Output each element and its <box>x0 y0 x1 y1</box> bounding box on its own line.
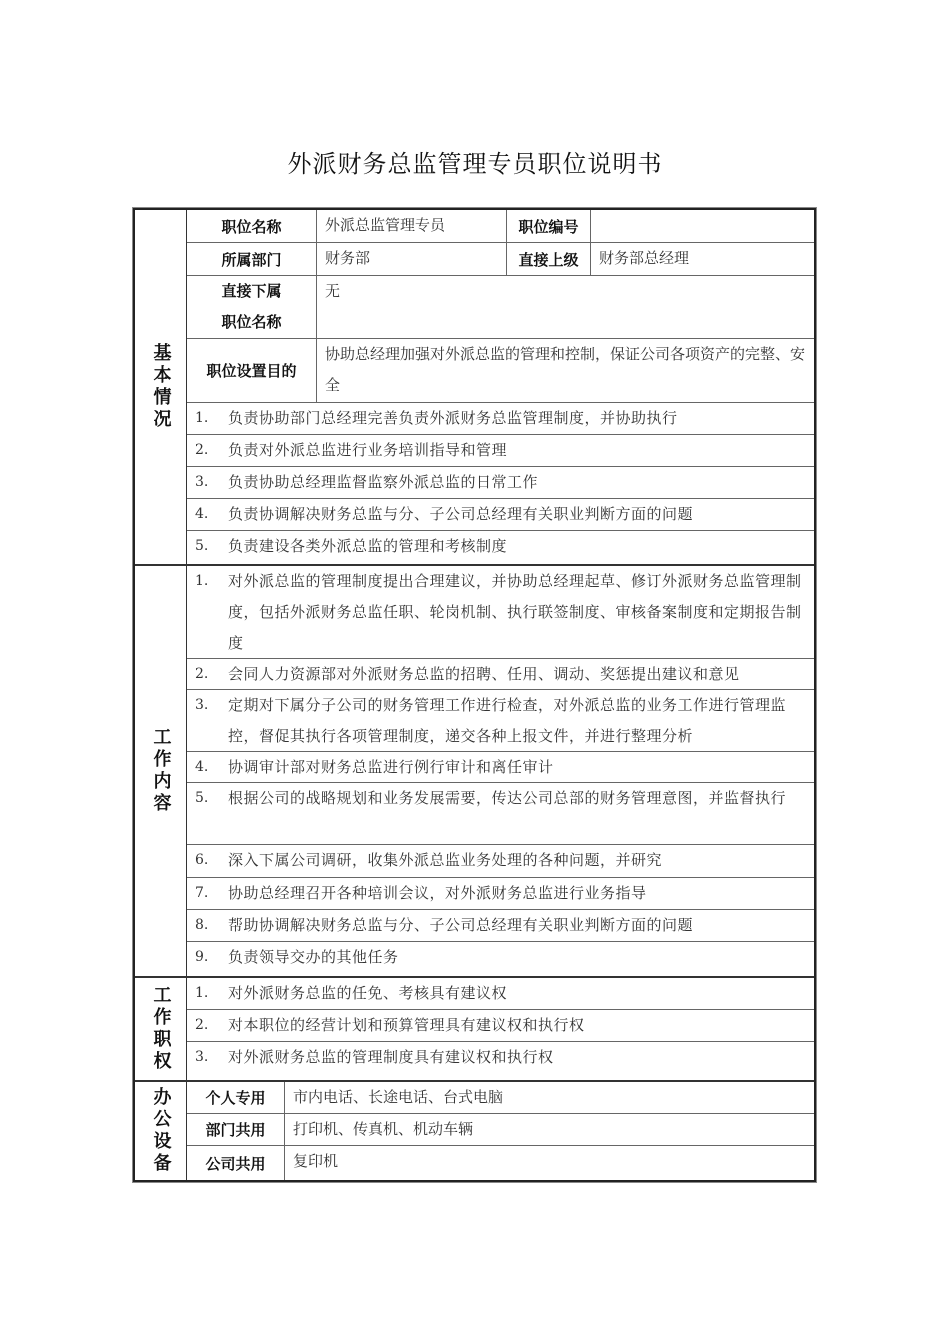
section-work-content <box>135 564 814 976</box>
section-label-authority: 工作职权 <box>135 978 187 1080</box>
row-subordinate <box>187 276 814 339</box>
list-item: 5. 负责建设各类外派总监的管理和考核制度 <box>195 537 508 555</box>
equipment-value: 复印机 <box>293 1152 339 1170</box>
row-department <box>187 243 814 276</box>
list-item: 4. 协调审计部对财务总监进行例行审计和离任审计 <box>187 752 814 783</box>
superior-value: 财务部总经理 <box>599 249 690 267</box>
subordinate-label: 直接下属 职位名称 <box>187 276 317 338</box>
list-item: 3. 负责协助总经理监督监察外派总监的日常工作 <box>187 467 814 499</box>
document-title: 外派财务总监管理专员职位说明书 <box>287 150 663 178</box>
superior-label: 直接上级 <box>507 243 591 275</box>
equipment-label: 部门共用 <box>187 1114 285 1145</box>
list-item: 7. 协助总经理召开各种培训会议，对外派财务总监进行业务指导 <box>187 878 814 910</box>
section-label-work: 工作内容 <box>135 566 187 976</box>
table-row <box>187 1146 814 1180</box>
section-label-basic: 基本情况 <box>135 210 187 564</box>
subordinate-value: 无 <box>325 282 341 300</box>
position-code-value <box>591 210 814 242</box>
list-item: 6. 深入下属公司调研，收集外派总监业务处理的各种问题，并研究 <box>187 845 814 878</box>
section-label-equipment: 办公设备 <box>135 1082 187 1180</box>
department-value: 财务部 <box>317 243 507 275</box>
equipment-value: 市内电话、长途电话、台式电脑 <box>293 1088 504 1106</box>
table-row <box>187 1082 814 1114</box>
equipment-label: 个人专用 <box>187 1082 285 1113</box>
row-purpose <box>187 339 814 403</box>
list-item: 8. 帮助协调解决财务总监与分、子公司总经理有关职业判断方面的问题 <box>187 910 814 942</box>
list-item: 3. 定期对下属分子公司的财务管理工作进行检查，对外派总监的业务工作进行管理监控，督促其执行各项管理制度，递交各种上报文件，并进行整理分析 <box>187 690 814 752</box>
department-label: 所属部门 <box>187 243 317 275</box>
position-name-label: 职位名称 <box>187 210 317 242</box>
equipment-label: 公司共用 <box>187 1146 285 1180</box>
purpose-label: 职位设置目的 <box>187 339 317 402</box>
row-position-name <box>187 210 814 243</box>
job-description-table <box>133 208 816 1182</box>
list-item: 5. 根据公司的战略规划和业务发展需要，传达公司总部的财务管理意图，并监督执行 <box>187 783 814 845</box>
equipment-value: 打印机、传真机、机动车辆 <box>293 1120 474 1138</box>
list-item: 2. 负责对外派总监进行业务培训指导和管理 <box>187 435 814 467</box>
position-name-value: 外派总监管理专员 <box>317 210 507 242</box>
list-item: 2. 对本职位的经营计划和预算管理具有建议权和执行权 <box>187 1010 814 1042</box>
section-authority <box>135 976 814 1080</box>
list-item: 9. 负责领导交办的其他任务 <box>195 948 399 966</box>
list-item: 3. 对外派财务总监的管理制度具有建议权和执行权 <box>195 1048 554 1066</box>
section-equipment <box>135 1080 814 1180</box>
position-code-label: 职位编号 <box>507 210 591 242</box>
list-item: 1. 对外派财务总监的任免、考核具有建议权 <box>187 978 814 1010</box>
list-item: 2. 会同人力资源部对外派财务总监的招聘、任用、调动、奖惩提出建议和意见 <box>187 659 814 690</box>
list-item: 1. 负责协助部门总经理完善负责外派财务总监管理制度，并协助执行 <box>187 403 814 435</box>
list-item: 4. 负责协调解决财务总监与分、子公司总经理有关职业判断方面的问题 <box>187 499 814 531</box>
list-item: 1. 对外派总监的管理制度提出合理建议，并协助总经理起草、修订外派财务总监管理制度，包括外派财务总监任职、轮岗机制、执行联签制度、审核备案制度和定期报告制度 <box>187 566 814 659</box>
section-basic <box>135 210 814 564</box>
table-row <box>187 1114 814 1146</box>
purpose-value: 协助总经理加强对外派总监的管理和控制，保证公司各项资产的完整、安全 <box>325 345 806 394</box>
